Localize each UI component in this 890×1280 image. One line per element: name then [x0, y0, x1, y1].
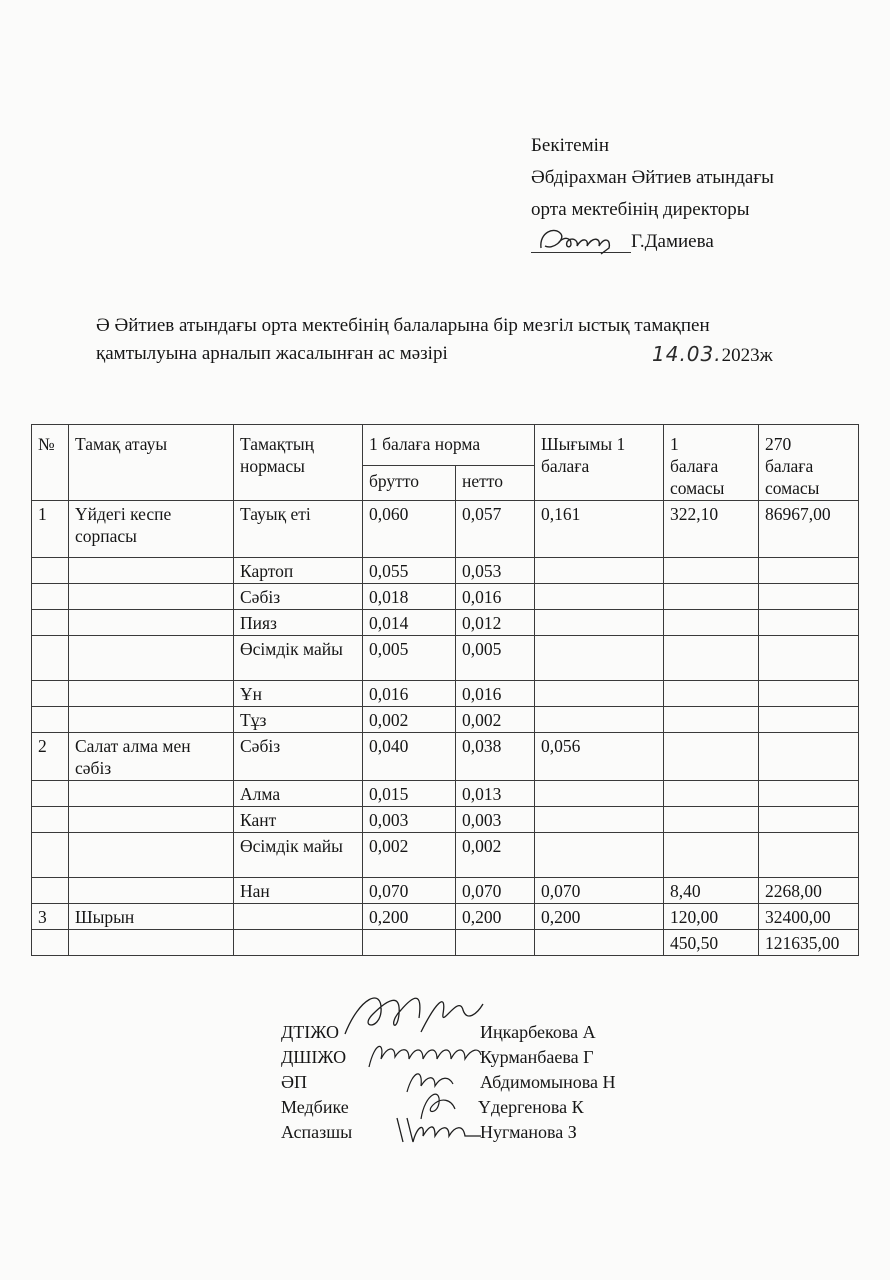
cell-num [32, 584, 69, 610]
cell-netto [456, 930, 535, 956]
approval-block [531, 130, 774, 258]
signature-role: Аспазшы [281, 1122, 353, 1142]
table-row [32, 707, 859, 733]
cell-num: 1 [32, 501, 69, 558]
cell-num [32, 930, 69, 956]
table-row [32, 584, 859, 610]
cell-netto: 0,200 [456, 904, 535, 930]
table-row [32, 878, 859, 904]
approval-position: орта мектебінің директоры [531, 199, 750, 220]
cell-dish [69, 681, 234, 707]
cell-num [32, 610, 69, 636]
cell-yield [535, 681, 664, 707]
cell-ingredient: Нан [234, 878, 363, 904]
director-signature-line [531, 226, 774, 258]
cell-dish [69, 807, 234, 833]
cell-sum-270 [759, 707, 859, 733]
cell-yield [535, 558, 664, 584]
cell-ingredient: Тауық еті [234, 501, 363, 558]
cell-brutto: 0,002 [363, 833, 456, 878]
cell-yield [535, 610, 664, 636]
document-date [652, 340, 773, 370]
table-row [32, 833, 859, 878]
approval-title: Бекітемін [531, 135, 610, 156]
table-row [32, 807, 859, 833]
cell-dish: Үйдегі кеспе сорпасы [69, 501, 234, 558]
cell-num [32, 707, 69, 733]
cell-yield [535, 781, 664, 807]
cell-num: 2 [32, 733, 69, 781]
cell-sum-1: 8,40 [664, 878, 759, 904]
cell-ingredient: Алма [234, 781, 363, 807]
cell-ingredient [234, 930, 363, 956]
cell-brutto: 0,060 [363, 501, 456, 558]
menu-table [31, 424, 859, 956]
cell-brutto [363, 930, 456, 956]
cell-brutto: 0,015 [363, 781, 456, 807]
cell-num [32, 878, 69, 904]
cell-sum-1 [664, 636, 759, 681]
cell-sum-1 [664, 733, 759, 781]
table-row [32, 681, 859, 707]
signature-role: ДШІЖО [281, 1047, 347, 1067]
header-sum-270: 270 балаға сомасы [759, 425, 859, 501]
cell-netto: 0,053 [456, 558, 535, 584]
cell-num [32, 681, 69, 707]
cell-netto: 0,012 [456, 610, 535, 636]
cell-sum-1 [664, 681, 759, 707]
cell-num [32, 781, 69, 807]
cell-brutto: 0,003 [363, 807, 456, 833]
director-signature-icon [531, 222, 623, 256]
table-row [32, 733, 859, 781]
header-brutto: брутто [363, 465, 456, 500]
cell-dish [69, 930, 234, 956]
cell-ingredient: Өсімдік майы [234, 636, 363, 681]
header-dish: Тамақ атауы [69, 425, 234, 501]
cell-brutto: 0,005 [363, 636, 456, 681]
cell-netto: 0,057 [456, 501, 535, 558]
cell-netto: 0,003 [456, 807, 535, 833]
cell-ingredient: Сәбіз [234, 733, 363, 781]
cell-sum-270: 32400,00 [759, 904, 859, 930]
cell-yield: 0,070 [535, 878, 664, 904]
cell-dish [69, 584, 234, 610]
cell-netto: 0,070 [456, 878, 535, 904]
signature-role: Медбике [281, 1097, 349, 1117]
cell-dish [69, 707, 234, 733]
cell-brutto: 0,014 [363, 610, 456, 636]
date-year: 2023ж [721, 345, 773, 366]
header-norm: Тамақтың нормасы [234, 425, 363, 501]
cell-sum-270 [759, 558, 859, 584]
cell-ingredient: Өсімдік майы [234, 833, 363, 878]
cell-sum-270 [759, 807, 859, 833]
cell-sum-270 [759, 584, 859, 610]
table-row [32, 930, 859, 956]
table-row [32, 610, 859, 636]
cell-netto: 0,013 [456, 781, 535, 807]
cell-ingredient [234, 904, 363, 930]
cell-yield [535, 707, 664, 733]
cell-sum-270 [759, 833, 859, 878]
table-row [32, 636, 859, 681]
cell-brutto: 0,018 [363, 584, 456, 610]
heading-line-2: қамтылуына арналып жасалынған ас мәзірі [96, 343, 448, 364]
cell-dish: Салат алма мен сәбіз [69, 733, 234, 781]
cell-num: 3 [32, 904, 69, 930]
cell-netto: 0,038 [456, 733, 535, 781]
header-per-child: 1 балаға норма [363, 425, 535, 466]
cell-dish [69, 878, 234, 904]
cell-ingredient: Тұз [234, 707, 363, 733]
header-yield: Шығымы 1 балаға [535, 425, 664, 501]
signature-role: ДТІЖО [281, 1022, 339, 1042]
cell-sum-270 [759, 781, 859, 807]
signature-name: Иңкарбекова А [480, 1022, 596, 1042]
cell-brutto: 0,055 [363, 558, 456, 584]
cell-yield [535, 833, 664, 878]
menu-table-body [32, 501, 859, 956]
cell-sum-270 [759, 733, 859, 781]
cell-ingredient: Кант [234, 807, 363, 833]
heading-line-1: Ә Әйтиев атындағы орта мектебінің балаларына бір мезгіл ыстық тамақпен [96, 315, 710, 336]
cell-sum-1 [664, 781, 759, 807]
cell-dish: Шырын [69, 904, 234, 930]
cell-num [32, 807, 69, 833]
cell-num [32, 558, 69, 584]
cell-yield [535, 636, 664, 681]
cell-sum-1: 120,00 [664, 904, 759, 930]
cell-dish [69, 610, 234, 636]
cell-brutto: 0,200 [363, 904, 456, 930]
cell-dish [69, 833, 234, 878]
cell-dish [69, 558, 234, 584]
table-row [32, 558, 859, 584]
cell-sum-1 [664, 610, 759, 636]
cell-sum-1 [664, 558, 759, 584]
date-handwritten: 14.03. [652, 342, 722, 366]
cell-netto: 0,016 [456, 584, 535, 610]
cell-sum-270: 121635,00 [759, 930, 859, 956]
cell-ingredient: Пияз [234, 610, 363, 636]
cell-sum-1 [664, 584, 759, 610]
header-sum-1: 1 балаға сомасы [664, 425, 759, 501]
cell-netto: 0,016 [456, 681, 535, 707]
signature-name: Абдимомынова Н [480, 1072, 616, 1092]
header-num: № [32, 425, 69, 501]
cell-netto: 0,002 [456, 707, 535, 733]
cell-sum-270 [759, 610, 859, 636]
cell-brutto: 0,070 [363, 878, 456, 904]
cell-ingredient: Картоп [234, 558, 363, 584]
cell-sum-1: 450,50 [664, 930, 759, 956]
cell-dish [69, 781, 234, 807]
cell-num [32, 636, 69, 681]
cell-netto: 0,002 [456, 833, 535, 878]
table-header-row [32, 425, 859, 466]
heading-line-2-wrap [96, 340, 856, 368]
cell-sum-270 [759, 636, 859, 681]
signature-name: Курманбаева Г [480, 1047, 594, 1067]
cell-sum-1: 322,10 [664, 501, 759, 558]
director-name: Г.Дамиева [631, 231, 714, 252]
cell-yield [535, 584, 664, 610]
cell-brutto: 0,016 [363, 681, 456, 707]
table-row [32, 781, 859, 807]
cell-netto: 0,005 [456, 636, 535, 681]
cell-yield: 0,200 [535, 904, 664, 930]
cell-yield [535, 807, 664, 833]
signature-icon [393, 1112, 483, 1146]
approval-school: Әбдірахман Әйтиев атындағы [531, 167, 774, 188]
cell-brutto: 0,002 [363, 707, 456, 733]
document-heading [96, 312, 856, 368]
header-netto: нетто [456, 465, 535, 500]
cell-sum-270 [759, 681, 859, 707]
signature-role: ӘП [281, 1072, 307, 1092]
cell-sum-270: 86967,00 [759, 501, 859, 558]
cell-num [32, 833, 69, 878]
signature-name: Нугманова З [480, 1122, 577, 1142]
cell-sum-1 [664, 707, 759, 733]
cell-ingredient: Ұн [234, 681, 363, 707]
cell-yield: 0,161 [535, 501, 664, 558]
cell-ingredient: Сәбіз [234, 584, 363, 610]
table-row [32, 501, 859, 558]
cell-yield [535, 930, 664, 956]
cell-dish [69, 636, 234, 681]
signature-name: Үдергенова К [478, 1097, 584, 1117]
cell-yield: 0,056 [535, 733, 664, 781]
cell-sum-1 [664, 807, 759, 833]
cell-sum-1 [664, 833, 759, 878]
table-row [32, 904, 859, 930]
cell-brutto: 0,040 [363, 733, 456, 781]
cell-sum-270: 2268,00 [759, 878, 859, 904]
